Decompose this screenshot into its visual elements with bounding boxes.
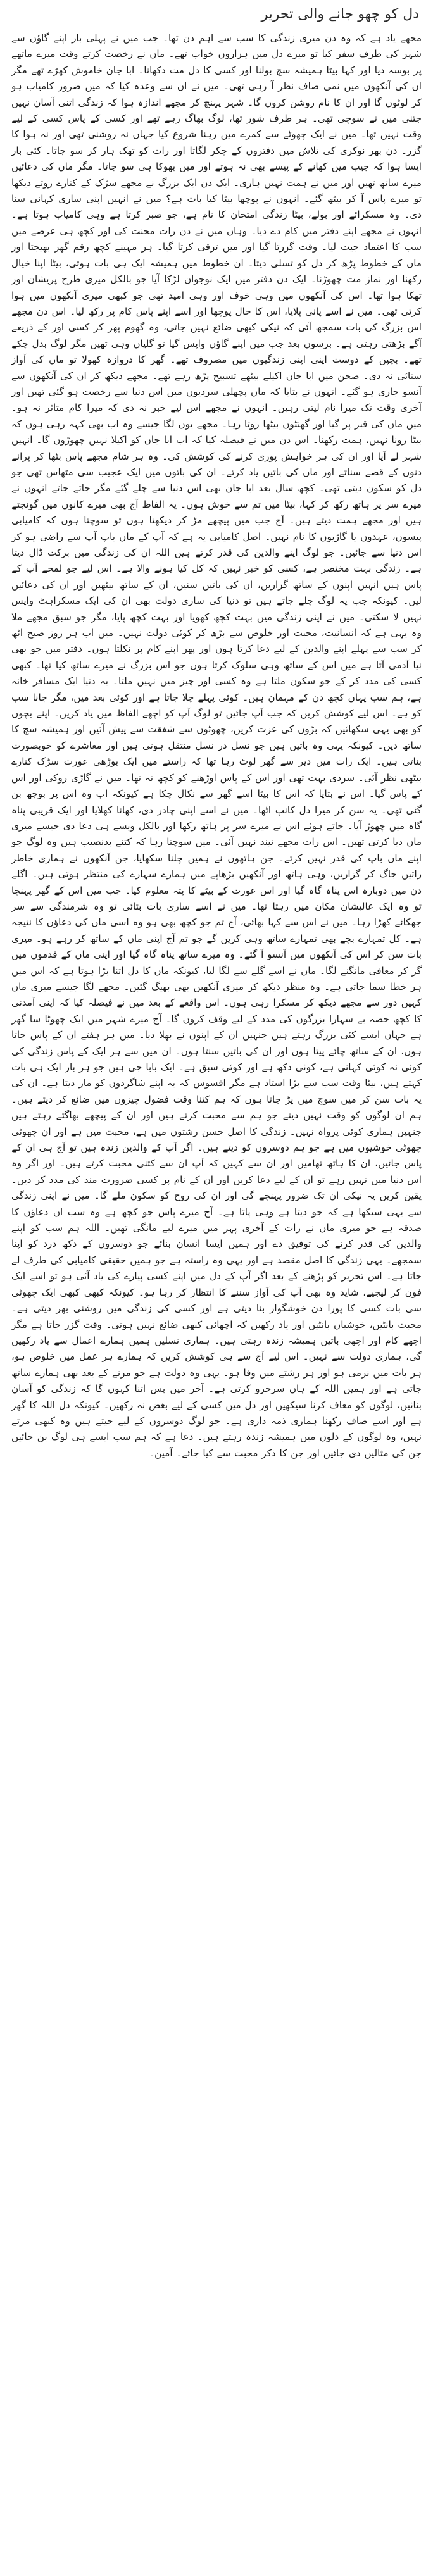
article	[11, 5, 422, 2562]
article-body-paragraph: مجھے یاد ہے کہ وہ دن میری زندگی کا سب سے اہم دن تھا۔ جب میں نے پہلی بار اپنے گاؤں سے شہر کی طرف سفر کیا تو میرے دل میں ہزاروں خواب تھے۔ ماں نے رخصت کرتے وقت میرے ماتھے پر بوسہ دیا اور کہا بیٹا ہمیشہ سچ بولنا اور کسی کا دل مت دکھانا۔ ابا جان خاموش کھڑے تھے مگر ان کی آنکھوں میں نمی صاف نظر آ رہی تھی۔ میں نے ان سے وعدہ کیا کہ میں ضرور کامیاب ہو کر لوٹوں گا اور ان کا نام روشن کروں گا۔ شہر پہنچ کر مجھے اندازہ ہوا کہ زندگی اتنی آسان نہیں جتنی میں نے سوچی تھی۔ ہر طرف شور تھا، لوگ بھاگ رہے تھے اور کسی کے پاس کسی کے لیے وقت نہیں تھا۔ میں نے ایک چھوٹے سے کمرے میں رہنا شروع کیا جہاں نہ روشنی تھی اور نہ ہوا کا گزر۔ دن بھر نوکری کی تلاش میں دفتروں کے چکر لگاتا اور رات کو تھک ہار کر سو جاتا۔ کئی بار ایسا ہوا کہ جیب میں کھانے کے پیسے بھی نہ ہوتے اور میں بھوکا ہی سو جاتا۔ مگر ماں کی دعائیں میرے ساتھ تھیں اور میں نے ہمت نہیں ہاری۔ ایک دن ایک بزرگ نے مجھے سڑک کے کنارے روتے دیکھا تو میرے پاس آ کر بیٹھ گئے۔ انہوں نے پوچھا بیٹا کیا بات ہے؟ میں نے انہیں اپنی ساری کہانی سنا دی۔ وہ مسکرائے اور بولے، بیٹا زندگی امتحان کا نام ہے، جو صبر کرتا ہے وہی کامیاب ہوتا ہے۔ انہوں نے مجھے اپنے دفتر میں کام دے دیا۔ وہاں میں نے دن رات محنت کی اور کچھ ہی عرصے میں سب کا اعتماد جیت لیا۔ وقت گزرتا گیا اور میں ترقی کرتا گیا۔ ہر مہینے کچھ رقم گھر بھیجتا اور ماں کے خطوط پڑھ کر دل کو تسلی دیتا۔ ان خطوط میں ہمیشہ ایک ہی بات ہوتی، بیٹا اپنا خیال رکھنا اور نماز مت چھوڑنا۔ ایک دن دفتر میں ایک نوجوان لڑکا آیا جو بالکل میری طرح پریشان اور تھکا ہوا تھا۔ اس کی آنکھوں میں وہی خوف اور وہی امید تھی جو کبھی میری آنکھوں میں ہوا کرتی تھی۔ میں نے اسے پانی پلایا، اس کا حال پوچھا اور اسے اپنے پاس کام پر رکھ لیا۔ اس دن مجھے اس بزرگ کی بات سمجھ آئی کہ نیکی کبھی ضائع نہیں جاتی، وہ گھوم پھر کر کسی اور کے ذریعے آگے بڑھتی رہتی ہے۔ برسوں بعد جب میں اپنے گاؤں واپس گیا تو گلیاں وہی تھیں مگر لوگ بدل چکے تھے۔ بچپن کے دوست اپنی اپنی زندگیوں میں مصروف تھے۔ گھر کا دروازہ کھولا تو ماں کی آواز سنائی نہ دی۔ صحن میں ابا جان اکیلے بیٹھے تسبیح پڑھ رہے تھے۔ مجھے دیکھ کر ان کی آنکھوں سے آنسو جاری ہو گئے۔ انہوں نے بتایا کہ ماں پچھلی سردیوں میں اس دنیا سے رخصت ہو گئی تھیں اور آخری وقت تک میرا نام لیتی رہیں۔ انہوں نے مجھے اس لیے خبر نہ دی کہ میرا کام متاثر نہ ہو۔ میں ماں کی قبر پر گیا اور گھنٹوں بیٹھا روتا رہا۔ مجھے یوں لگا جیسے وہ اب بھی کہہ رہی ہوں کہ بیٹا رونا نہیں، ہمت رکھنا۔ اس دن میں نے فیصلہ کیا کہ اب ابا جان کو اکیلا نہیں چھوڑوں گا۔ انہیں شہر لے آیا اور ان کی ہر خواہش پوری کرنے کی کوشش کی۔ وہ ہر شام مجھے پاس بٹھا کر پرانے دنوں کے قصے سناتے اور ماں کی باتیں یاد کرتے۔ ان کی باتوں میں ایک عجیب سی مٹھاس تھی جو دل کو سکون دیتی تھی۔ کچھ سال بعد ابا جان بھی اس دنیا سے چلے گئے مگر جاتے جاتے انہوں نے میرے سر پر ہاتھ رکھ کر کہا، بیٹا میں تم سے خوش ہوں۔ یہ الفاظ آج بھی میرے کانوں میں گونجتے ہیں اور مجھے ہمت دیتے ہیں۔ آج جب میں پیچھے مڑ کر دیکھتا ہوں تو سوچتا ہوں کہ کامیابی پیسوں، عہدوں یا گاڑیوں کا نام نہیں۔ اصل کامیابی یہ ہے کہ آپ کے ماں باپ آپ سے راضی ہو کر اس دنیا سے جائیں۔ جو لوگ اپنے والدین کی قدر کرتے ہیں اللہ ان کی زندگی میں برکت ڈال دیتا ہے۔ زندگی بہت مختصر ہے، کسی کو خبر نہیں کہ کل کیا ہونے والا ہے۔ اس لیے جو لمحے آپ کے پاس ہیں انہیں اپنوں کے ساتھ گزاریں، ان کی باتیں سنیں، ان کے ساتھ بیٹھیں اور ان کی دعائیں لیں۔ کیونکہ جب یہ لوگ چلے جاتے ہیں تو دنیا کی ساری دولت بھی ان کی ایک مسکراہٹ واپس نہیں لا سکتی۔ میں نے اپنی زندگی میں بہت کچھ کھویا اور بہت کچھ پایا، مگر جو سبق مجھے ملا وہ یہی ہے کہ انسانیت، محبت اور خلوص سے بڑھ کر کوئی دولت نہیں۔ میں اب ہر روز صبح اٹھ کر سب سے پہلے اپنے والدین کے لیے دعا کرتا ہوں اور پھر اپنے کام پر نکلتا ہوں۔ دفتر میں جو بھی نیا آدمی آتا ہے میں اس کے ساتھ وہی سلوک کرتا ہوں جو اس بزرگ نے میرے ساتھ کیا تھا۔ کبھی کسی کی مدد کر کے جو سکون ملتا ہے وہ کسی اور چیز میں نہیں ملتا۔ یہ دنیا ایک مسافر خانہ ہے، ہم سب یہاں کچھ دن کے مہمان ہیں۔ کوئی پہلے چلا جاتا ہے اور کوئی بعد میں، مگر جانا سب کو ہے۔ اس لیے کوشش کریں کہ جب آپ جائیں تو لوگ آپ کو اچھے الفاظ میں یاد کریں۔ اپنے بچوں کو بھی یہی سکھائیں کہ بڑوں کی عزت کریں، چھوٹوں سے شفقت سے پیش آئیں اور ہمیشہ سچ کا ساتھ دیں۔ کیونکہ یہی وہ باتیں ہیں جو نسل در نسل منتقل ہوتی ہیں اور معاشرے کو خوبصورت بناتی ہیں۔ ایک رات میں دیر سے گھر لوٹ رہا تھا کہ راستے میں ایک بوڑھی عورت سڑک کنارے بیٹھی نظر آئی۔ سردی بہت تھی اور اس کے پاس اوڑھنے کو کچھ نہ تھا۔ میں نے گاڑی روکی اور اس کے پاس گیا۔ اس نے بتایا کہ اس کا بیٹا اسے گھر سے نکال چکا ہے کیونکہ اب وہ اس پر بوجھ بن گئی تھی۔ یہ سن کر میرا دل کانپ اٹھا۔ میں نے اسے اپنی چادر دی، کھانا کھلایا اور ایک قریبی پناہ گاہ میں چھوڑ آیا۔ جاتے ہوئے اس نے میرے سر پر ہاتھ رکھا اور بالکل ویسے ہی دعا دی جیسے میری ماں دیا کرتی تھیں۔ اس رات مجھے نیند نہیں آئی۔ میں سوچتا رہا کہ کتنے بدنصیب ہیں وہ لوگ جو اپنے ماں باپ کی قدر نہیں کرتے۔ جن ہاتھوں نے ہمیں چلنا سکھایا، جن آنکھوں نے ہماری خاطر راتیں جاگ کر گزاریں، وہی ہاتھ اور آنکھیں بڑھاپے میں ہمارے سہارے کی منتظر ہوتی ہیں۔ اگلے دن میں دوبارہ اس پناہ گاہ گیا اور اس عورت کے بیٹے کا پتہ معلوم کیا۔ جب میں اس کے گھر پہنچا تو وہ ایک عالیشان مکان میں رہتا تھا۔ میں نے اسے ساری بات بتائی تو وہ شرمندگی سے سر جھکائے کھڑا رہا۔ میں نے اس سے کہا بھائی، آج تم جو کچھ بھی ہو وہ اسی ماں کی دعاؤں کا نتیجہ ہے۔ کل تمہارے بچے بھی تمہارے ساتھ وہی کریں گے جو تم آج اپنی ماں کے ساتھ کر رہے ہو۔ میری بات سن کر اس کی آنکھوں میں آنسو آ گئے۔ وہ میرے ساتھ پناہ گاہ گیا اور اپنی ماں کے قدموں میں گر کر معافی مانگنے لگا۔ ماں نے اسے گلے سے لگا لیا، کیونکہ ماں کا دل اتنا بڑا ہوتا ہے کہ اس میں ہر خطا سما جاتی ہے۔ وہ منظر دیکھ کر میری آنکھیں بھی بھیگ گئیں۔ مجھے لگا جیسے میری ماں کہیں دور سے مجھے دیکھ کر مسکرا رہی ہوں۔ اس واقعے کے بعد میں نے فیصلہ کیا کہ اپنی آمدنی کا کچھ حصہ بے سہارا بزرگوں کی مدد کے لیے وقف کروں گا۔ آج میرے شہر میں ایک چھوٹا سا گھر ہے جہاں ایسے کئی بزرگ رہتے ہیں جنہیں ان کے اپنوں نے بھلا دیا۔ میں ہر ہفتے ان کے پاس جاتا ہوں، ان کے ساتھ چائے پیتا ہوں اور ان کی باتیں سنتا ہوں۔ ان میں سے ہر ایک کے پاس زندگی کی کوئی نہ کوئی کہانی ہے، کوئی دکھ ہے اور کوئی سبق ہے۔ ایک بابا جی ہیں جو ہر بار ایک ہی بات کہتے ہیں، بیٹا وقت سب سے بڑا استاد ہے مگر افسوس کہ یہ اپنے شاگردوں کو مار دیتا ہے۔ ان کی یہ بات سن کر میں سوچ میں پڑ جاتا ہوں کہ ہم کتنا وقت فضول چیزوں میں ضائع کر دیتے ہیں۔ ہم ان لوگوں کو وقت نہیں دیتے جو ہم سے محبت کرتے ہیں اور ان کے پیچھے بھاگتے رہتے ہیں جنہیں ہماری کوئی پرواہ نہیں۔ زندگی کا اصل حسن رشتوں میں ہے، محبت میں ہے اور ان چھوٹی چھوٹی خوشیوں میں ہے جو ہم دوسروں کو دیتے ہیں۔ اگر آپ کے والدین زندہ ہیں تو آج ہی ان کے پاس جائیں، ان کا ہاتھ تھامیں اور ان سے کہیں کہ آپ ان سے کتنی محبت کرتے ہیں۔ اور اگر وہ اس دنیا میں نہیں رہے تو ان کے لیے دعا کریں اور ان کے نام پر کسی ضرورت مند کی مدد کر دیں۔ یقین کریں یہ نیکی ان تک ضرور پہنچے گی اور ان کی روح کو سکون ملے گا۔ میں نے اپنی زندگی سے یہی سیکھا ہے کہ جو دیتا ہے وہی پاتا ہے۔ آج میرے پاس جو کچھ ہے وہ سب ان دعاؤں کا صدقہ ہے جو میری ماں نے رات کے آخری پہر میں میرے لیے مانگی تھیں۔ اللہ ہم سب کو اپنے والدین کی قدر کرنے کی توفیق دے اور ہمیں ایسا انسان بنائے جو دوسروں کے دکھ درد کو اپنا سمجھے۔ یہی زندگی کا اصل مقصد ہے اور یہی وہ راستہ ہے جو ہمیں حقیقی کامیابی کی طرف لے جاتا ہے۔ اس تحریر کو پڑھنے کے بعد اگر آپ کے دل میں اپنے کسی پیارے کی یاد آئی ہو تو اسے ایک فون کر لیجیے، شاید وہ بھی آپ کی آواز سننے کا انتظار کر رہا ہو۔ کیونکہ کبھی کبھی ایک چھوٹی سی بات کسی کا پورا دن خوشگوار بنا دیتی ہے اور کسی کی زندگی میں روشنی بھر دیتی ہے۔ محبت بانٹیں، خوشیاں بانٹیں اور یاد رکھیں کہ اچھائی کبھی ضائع نہیں ہوتی۔ وقت گزر جاتا ہے مگر اچھے کام اور اچھی باتیں ہمیشہ زندہ رہتی ہیں۔ ہماری نسلیں ہمیں ہمارے اعمال سے یاد رکھیں گی، ہماری دولت سے نہیں۔ اس لیے آج سے ہی کوشش کریں کہ ہمارے ہر عمل میں خلوص ہو، ہر بات میں نرمی ہو اور ہر رشتے میں وفا ہو۔ یہی وہ دولت ہے جو مرنے کے بعد بھی ہمارے ساتھ جاتی ہے اور ہمیں اللہ کے ہاں سرخرو کرتی ہے۔ آخر میں بس اتنا کہوں گا کہ زندگی کو آسان بنائیں، لوگوں کو معاف کرنا سیکھیں اور دل میں کسی کے لیے بغض نہ رکھیں۔ کیونکہ دل اللہ کا گھر ہے اور اسے صاف رکھنا ہماری ذمہ داری ہے۔ جو لوگ دوسروں کے لیے جیتے ہیں وہ کبھی مرتے نہیں، وہ لوگوں کے دلوں میں ہمیشہ زندہ رہتے ہیں۔ دعا ہے کہ ہم سب ایسے ہی لوگ بن جائیں جن کی مثالیں دی جائیں اور جن کا ذکر محبت سے کیا جائے۔ آمین۔	[11, 32, 422, 1459]
article-title: دل کو چھو جانے والی تحریر	[261, 6, 419, 22]
